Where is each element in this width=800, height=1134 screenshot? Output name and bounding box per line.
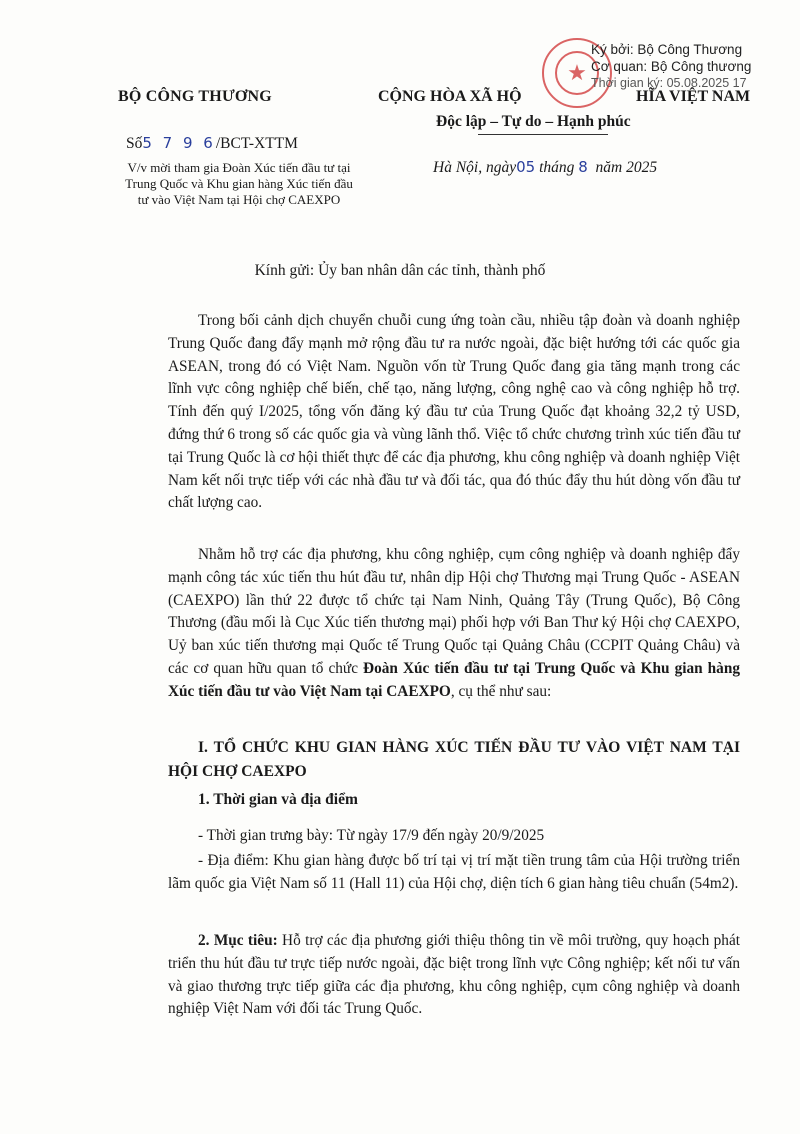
national-title: CỘNG HÒA XÃ HỘ — [378, 88, 522, 105]
item-location: - Địa điểm: Khu gian hàng được bố trí tại vị trí mặt tiền trung tâm của Hội trường triển lãm quốc gia Việt Nam số 11 (Hall 11) của Hội chợ, diện tích 6 gian hàng tiêu chuẩn (54m2). — [168, 852, 740, 892]
body-paragraph-2 — [168, 544, 740, 704]
doc-number-prefix: Số — [126, 135, 143, 152]
objective-text: Hỗ trợ các địa phương giới thiệu thông tin về môi trường, quy hoạch phát triển thu hút đầu tư trực tiếp nước ngoài, đặc biệt trong lĩnh vực Công nghiệp; kết nối tư vấn và giao thương trực tiếp giữa các địa phương, khu công nghiệp, cụm công nghiệp và doanh nghiệp Việt Nam với đối tác Trung Quốc. — [168, 932, 740, 1018]
p2-end: , cụ thể như sau: — [450, 682, 552, 700]
date-day: 05 — [516, 158, 536, 176]
subheading-time-place: 1. Thời gian và địa điểm — [198, 791, 358, 808]
date-month: 8 — [578, 158, 588, 176]
national-title-continued: HĨA VIỆT NAM — [636, 88, 751, 105]
issuing-organization: BỘ CÔNG THƯƠNG — [118, 88, 272, 105]
p2-bold: Đoàn Xúc tiến đầu tư tại Trung Quốc và Khu gian hàng Xúc tiến đầu tư vào Việt Nam tại CAEXPO — [168, 659, 740, 700]
section-heading-1: I. TỔ CHỨC KHU GIAN HÀNG XÚC TIẾN ĐẦU TƯ VÀO VIỆT NAM TẠI HỘI CHỢ CAEXPO — [168, 739, 740, 780]
date-line — [433, 158, 657, 177]
doc-number-handwritten: 5 7 9 6 — [142, 134, 216, 152]
date-year: năm 2025 — [595, 159, 658, 176]
doc-number-suffix: /BCT-XTTM — [215, 135, 298, 152]
body-paragraph-1: Trong bối cảnh dịch chuyển chuỗi cung ứng toàn cầu, nhiều tập đoàn và doanh nghiệp Trung Quốc đang đẩy mạnh mở rộng đầu tư ra nước ngoài, đặc biệt hướng tới các quốc gia ASEAN, trong đó có Việt Nam. Nguồn vốn từ Trung Quốc đang gia tăng mạnh trong các lĩnh vực công nghiệp chế biến, chế tạo, năng lượng, công nghệ cao và công nghiệp hỗ trợ. Tính đến quý I/2025, tổng vốn đăng ký đầu tư của Trung Quốc đạt khoảng 32,2 tỷ USD, đứng thứ 6 trong số các quốc gia và vùng lãnh thổ. Việc tổ chức chương trình xúc tiến đầu tư tại Trung Quốc là cơ hội thiết thực để các địa phương, khu công nghiệp và doanh nghiệp Việt Nam kết nối trực tiếp với các nhà đầu tư và đối tác, qua đó thúc đẩy thu hút dòng vốn đầu tư chất lượng cao. — [168, 312, 740, 512]
objective-label: 2. Mục tiêu: — [198, 932, 278, 949]
signature-time: Thời gian ký: 05.08.2025 17 — [591, 76, 747, 90]
signature-signer: Ký bởi: Bộ Công Thương — [591, 42, 743, 57]
date-month-label: tháng — [539, 159, 575, 176]
motto-underline — [478, 134, 608, 135]
star-icon: ★ — [555, 51, 599, 95]
signature-agency: Cơ quan: Bộ Công thương — [591, 59, 752, 74]
date-place: Hà Nội, ngày — [433, 159, 517, 176]
national-motto: Độc lập – Tự do – Hạnh phúc — [436, 113, 631, 130]
p2-intro: Nhằm hỗ trợ các địa phương, khu công nghiệp, cụm công nghiệp và doanh nghiệp đẩy mạnh công tác xúc tiến thu hút đầu tư, nhân dịp Hội chợ Thương mại Trung Quốc - ASEAN (CAEXPO) lần thứ 22 được tổ chức tại Nam Ninh, Quảng Tây (Trung Quốc), Bộ Công Thương (đầu mối là Cục Xúc tiến thương mại) phối hợp với Ban Thư ký Hội chợ CAEXPO, Uỷ ban xúc tiến thương mại Quốc tế Trung Quốc tại Quảng Châu (CCPIT Quảng Châu) và các cơ quan hữu quan tổ chức — [168, 546, 740, 677]
item-display-time: - Thời gian trưng bày: Từ ngày 17/9 đến ngày 20/9/2025 — [198, 827, 545, 844]
recipient-line: Kính gửi: Ủy ban nhân dân các tỉnh, thành phố — [254, 262, 546, 279]
item-objective — [168, 930, 740, 1021]
document-subject: V/v mời tham gia Đoàn Xúc tiến đầu tư tại Trung Quốc và Khu gian hàng Xúc tiến đầu tư vào Việt Nam tại Hội chợ CAEXPO — [125, 160, 353, 207]
document-number — [126, 134, 298, 153]
